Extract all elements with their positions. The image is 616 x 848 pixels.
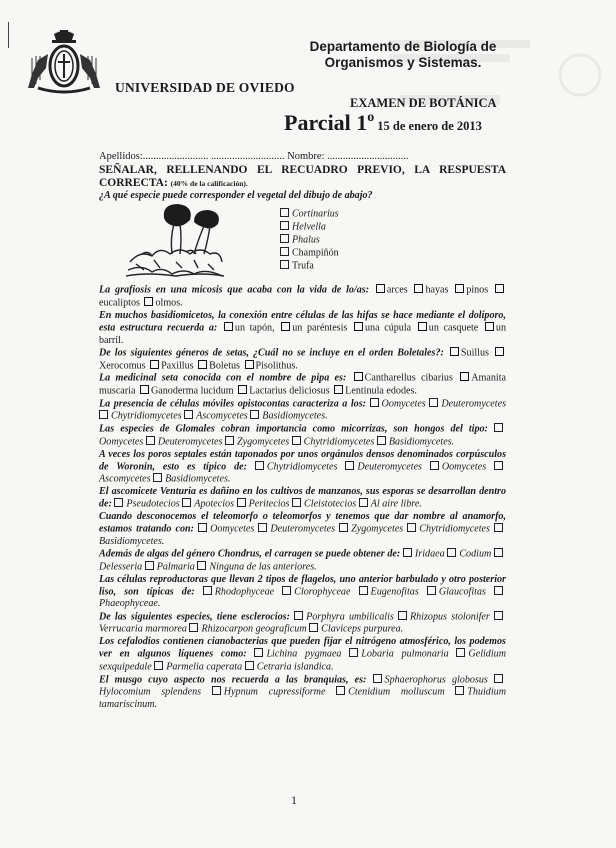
checkbox[interactable]: [153, 473, 162, 482]
checkbox[interactable]: [354, 322, 363, 331]
checkbox[interactable]: [280, 247, 289, 256]
mushroom-drawing: [124, 204, 226, 280]
checkbox[interactable]: [294, 611, 303, 620]
page-number: 1: [291, 793, 297, 807]
checkbox[interactable]: [495, 284, 504, 293]
checkbox[interactable]: [429, 398, 438, 407]
checkbox[interactable]: [447, 548, 456, 557]
checkbox[interactable]: [99, 410, 108, 419]
checkbox[interactable]: [376, 284, 385, 293]
department-line-2: Organismos y Sistemas.: [324, 55, 482, 70]
department-line-1: Departamento de Biología de: [309, 39, 497, 54]
checkbox[interactable]: [245, 661, 254, 670]
checkbox[interactable]: [334, 385, 343, 394]
question-2: La grafiosis en una micosis que acaba con la vida de lo/as: arces hayas pinos eucaliptos olmos.: [99, 284, 506, 309]
checkbox[interactable]: [254, 648, 263, 657]
checkbox[interactable]: [198, 523, 207, 532]
checkbox[interactable]: [494, 586, 503, 595]
exam-date: 15 de enero de 2013: [377, 119, 482, 133]
checkbox[interactable]: [154, 661, 163, 670]
checkbox[interactable]: [456, 648, 465, 657]
question-7: Las especies de Glomales cobran importancia como micorrizas, son hongos del tipo: Oomycetes Deuteromycetes Zygomycetes Chytridiomycetes Basidiomycetes.: [99, 423, 506, 448]
checkbox[interactable]: [414, 284, 423, 293]
checkbox[interactable]: [258, 523, 267, 532]
exam-title: EXAMEN DE BOTÁNICA: [350, 96, 497, 110]
checkbox[interactable]: [309, 623, 318, 632]
question-14: Los cefalodios contienen cianobacterias que pueden fijar el nitrógeno atmosférico, los podemos ver en algunos líquenes como: Lichina pygmaea Lobaria pulmonaria Gelidium sexquipedale Parmelia caperata Cetraria islandica.: [99, 636, 506, 673]
checkbox[interactable]: [339, 523, 348, 532]
question-1: [99, 204, 506, 284]
checkbox[interactable]: [281, 322, 290, 331]
checkbox[interactable]: [237, 498, 246, 507]
question-4: De los siguientes géneros de setas, ¿Cuál no se incluye en el orden Boletales?: Suillus Xerocomus Paxillus Boletus Pisolithus.: [99, 347, 506, 372]
question-15: El musgo cuyo aspecto nos recuerda a las branquias, es: Sphaerophorus globosus Hylocomium splendens Hypnum cupressiforme Ctenidium molluscum Thuidium tamariscinum.: [99, 674, 506, 711]
parcial-ordinal: o: [367, 110, 375, 125]
checkbox[interactable]: [250, 410, 259, 419]
checkbox[interactable]: [430, 461, 439, 470]
checkbox[interactable]: [280, 234, 289, 243]
question-10: Cuando desconocemos el teleomorfo o teleomorfos y tenemos que dar nombre al anamorfo, estamos tratando con: Oomycetes Deuteromycetes Zygomycetes Chytridiomycetes Basidiomycetes.: [99, 511, 506, 547]
university-crest-logo: [24, 28, 104, 94]
checkbox[interactable]: [418, 322, 427, 331]
checkbox[interactable]: [373, 674, 382, 683]
question-5: La medicinal seta conocida con el nombre de pipa es: Cantharellus cibarius Amanita muscaria Ganoderma lucidum Lactarius deliciosus Lentinula edodes.: [99, 372, 506, 397]
checkbox[interactable]: [495, 347, 504, 356]
question-1-options: [280, 208, 339, 273]
margin-rule: [8, 22, 9, 48]
checkbox[interactable]: [224, 322, 233, 331]
question-12: Las células reproductoras que llevan 2 tipos de flagelos, uno anterior barbulado y otro posterior liso, son típicas de: Rhodophyceae Clorophyceae Eugenofitas Glaucofitas Phaeophyceae.: [99, 573, 506, 610]
checkbox[interactable]: [460, 372, 469, 381]
question-9: El ascomicete Venturia es dañino en los cultivos de manzanos, sus esporas se desarrollan dentro de: Pseudotecios Apotecios Peritecios Cleistotecios Al aire libre.: [99, 486, 506, 510]
student-name-line: Apellidos:......................... ............................ Nombre: ...............................: [99, 151, 409, 162]
checkbox[interactable]: [146, 436, 155, 445]
checkbox[interactable]: [359, 586, 368, 595]
option-champinon[interactable]: Champiñón: [280, 247, 339, 260]
exam-body: [99, 151, 506, 711]
checkbox[interactable]: [292, 436, 301, 445]
checkbox[interactable]: [494, 523, 503, 532]
checkbox[interactable]: [145, 561, 154, 570]
checkbox[interactable]: [255, 461, 264, 470]
checkbox[interactable]: [212, 686, 221, 695]
checkbox[interactable]: [182, 498, 191, 507]
checkbox[interactable]: [203, 586, 212, 595]
checkbox[interactable]: [238, 385, 247, 394]
parcial-label: Parcial 1: [284, 110, 368, 135]
checkbox[interactable]: [345, 461, 354, 470]
checkbox[interactable]: [398, 611, 407, 620]
checkbox[interactable]: [198, 360, 207, 369]
checkbox[interactable]: [485, 322, 494, 331]
checkbox[interactable]: [336, 686, 345, 695]
checkbox[interactable]: [282, 586, 291, 595]
checkbox[interactable]: [354, 372, 363, 381]
checkbox[interactable]: [403, 548, 412, 557]
question-13: De las siguientes especies, tiene esclerocios: Porphyra umbilicalis Rhizopus stolonifer Verrucaria marmorea Rhizocarpon geograficum Claviceps purpurea.: [99, 611, 506, 636]
checkbox[interactable]: [292, 498, 301, 507]
checkbox[interactable]: [184, 410, 193, 419]
question-11: Además de algas del género Chondrus, el carragen se puede obtener de: Iridaea Codium Delesseria Palmaria Ninguna de las anteriores.: [99, 548, 506, 573]
checkbox[interactable]: [407, 523, 416, 532]
checkbox[interactable]: [494, 461, 503, 470]
checkbox[interactable]: [150, 360, 159, 369]
question-8: A veces los poros septales están taponados por unos orgánulos densos denominados corpúsculos de Woronin, esto es típico de: Chytridiomycetes Deuteromycetes Oomycetes Ascomycetes Basidiomycetes.: [99, 448, 506, 485]
checkbox[interactable]: [359, 498, 368, 507]
option-cortinarius[interactable]: Cortinarius: [280, 208, 339, 221]
checkbox[interactable]: [349, 648, 358, 657]
checkbox[interactable]: [280, 260, 289, 269]
checkbox[interactable]: [189, 623, 198, 632]
question-3: En muchos basidiomicetos, la conexión entre células de las hifas se hace mediante el dolíporo, esta estructura recuerda a: un tapón, un paréntesis una cúpula un casquete un barril.: [99, 309, 507, 346]
checkbox[interactable]: [494, 611, 503, 620]
option-trufa[interactable]: Trufa: [280, 260, 339, 273]
checkbox[interactable]: [494, 548, 503, 557]
checkbox[interactable]: [494, 423, 503, 432]
checkbox[interactable]: [450, 347, 459, 356]
checkbox[interactable]: [144, 297, 153, 306]
checkbox[interactable]: [427, 586, 436, 595]
checkbox[interactable]: [370, 398, 379, 407]
instructions: [99, 164, 506, 190]
checkbox[interactable]: [377, 436, 386, 445]
checkbox[interactable]: [280, 221, 289, 230]
checkbox[interactable]: [225, 436, 234, 445]
option-phalus[interactable]: Phalus: [280, 234, 339, 247]
checkbox[interactable]: [455, 284, 464, 293]
checkbox[interactable]: [114, 498, 123, 507]
checkbox[interactable]: [494, 674, 503, 683]
instructions-text: SEÑALAR, RELLENANDO EL RECUADRO PREVIO, LA RESPUESTA CORRECTA:: [99, 164, 506, 190]
checkbox[interactable]: [455, 686, 464, 695]
department-name: [288, 39, 518, 71]
question-1-prompt: ¿A qué especie puede corresponder el vegetal del dibujo de abajo?: [99, 190, 373, 202]
question-6: La presencia de células móviles opistocontas caracteriza a los: Oomycetes Deuteromycetes Chytridiomycetes Ascomycetes Basidiomycetes.: [99, 398, 507, 422]
university-name: UNIVERSIDAD DE OVIEDO: [115, 80, 295, 95]
checkbox[interactable]: [197, 561, 206, 570]
instructions-weight: (40% de la calificación).: [170, 179, 248, 189]
option-helvella[interactable]: Helvella: [280, 221, 339, 234]
checkbox[interactable]: [280, 208, 289, 217]
parcial-heading: [284, 110, 482, 136]
checkbox[interactable]: [140, 385, 149, 394]
checkbox[interactable]: [245, 360, 254, 369]
